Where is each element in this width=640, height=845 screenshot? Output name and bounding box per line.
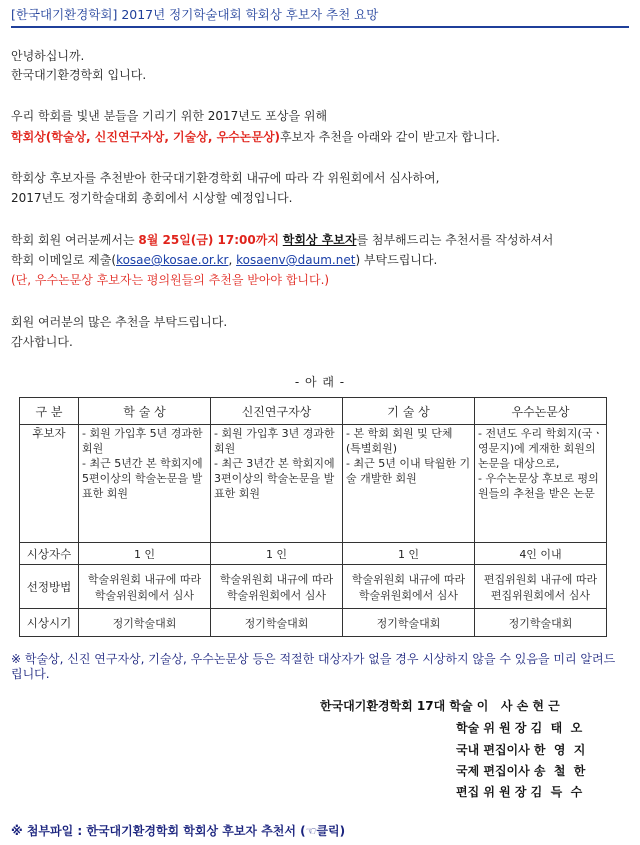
header-technology-award: 기 술 상 [343, 398, 475, 425]
table-row-timing [20, 609, 607, 637]
candidate-best-paper-item-1: - 전년도 우리 학회지(국ㆍ영문지)에 게재한 회원의 논문을 대상으로, [478, 427, 604, 470]
timing-technology: 정기학술대회 [343, 609, 475, 637]
title-divider [11, 26, 629, 28]
candidate-best-paper-item-2: - 우수논문상 후보로 평의원들의 추천을 받은 논문 [478, 472, 599, 500]
candidate-technology [343, 425, 475, 543]
selection-academic: 학술위원회 내규에 따라 학술위원회에서 심사 [79, 565, 211, 609]
row-label-selection: 선정방법 [20, 565, 79, 609]
recipients-young: 1 인 [211, 543, 343, 565]
candidate-academic-item-2: - 최근 5년간 본 학회지에 5편이상의 학술논문을 발표한 회원 [82, 457, 203, 500]
table-header-row [20, 398, 607, 425]
award-list-highlight: 학회상(학술상, 신진연구자상, 기술상, 우수논문상) [11, 130, 281, 144]
header-young-researcher-award: 신진연구자상 [211, 398, 343, 425]
recipients-best-paper: 4인 이내 [475, 543, 607, 565]
row-label-timing: 시상시기 [20, 609, 79, 637]
section-heading-arae: - 아 래 - [294, 375, 346, 389]
intro-line-2 [11, 128, 500, 145]
request-line2-post: ) 부탁드립니다. [355, 253, 438, 267]
form-name-text: 학회상 후보자 [282, 233, 357, 247]
table-row-candidate [20, 425, 607, 543]
candidate-technology-item-2: (특별회원) [346, 442, 398, 455]
request-line-1 [11, 231, 553, 248]
greeting-line-1: 안녕하십니까. [11, 49, 85, 63]
selection-technology: 학술위원회 내규에 따라 학술위원회에서 심사 [343, 565, 475, 609]
closing-line-2: 감사합니다. [11, 335, 73, 349]
email-separator: , [228, 253, 237, 267]
candidate-young-item-2: - 최근 3년간 본 학회지에 3편이상의 학술논문을 발표한 회원 [214, 457, 335, 500]
review-line-2: 2017년도 정기학술대회 총회에서 시상할 예정입니다. [11, 191, 293, 205]
candidate-young-item-1: - 회원 가입후 3년 경과한 회원 [214, 427, 335, 455]
award-table [19, 397, 607, 637]
selection-young: 학술위원회 내규에 따라 학술위원회에서 심사 [211, 565, 343, 609]
candidate-young [211, 425, 343, 543]
intro-line-2-rest: 후보자 추천을 아래와 같이 받고자 합니다. [280, 130, 500, 144]
table-row-recipients [20, 543, 607, 565]
greeting-line-2: 한국대기환경학회 입니다. [11, 68, 147, 82]
table-row-selection [20, 565, 607, 609]
row-label-candidate: 후보자 [20, 425, 79, 543]
recipients-academic: 1 인 [79, 543, 211, 565]
intro-line-1: 우리 학회를 빛낸 분들을 기리기 위한 2017년도 포상을 위해 [11, 109, 328, 123]
signature-line-5: 편집 위 원 장 김 득 수 [456, 785, 583, 799]
timing-young: 정기학술대회 [211, 609, 343, 637]
request-line2-pre: 학회 이메일로 제출( [11, 253, 117, 267]
candidate-technology-item-1: - 본 학회 회원 및 단체 [346, 427, 453, 440]
email-link-kosae[interactable]: kosae@kosae.or.kr [116, 253, 229, 267]
candidate-academic [79, 425, 211, 543]
header-academic-award: 학 술 상 [79, 398, 211, 425]
timing-best-paper: 정기학술대회 [475, 609, 607, 637]
selection-best-paper: 편집위원회 내규에 따라 편집위원회에서 심사 [475, 565, 607, 609]
request-line-2 [11, 251, 437, 268]
signature-line-2: 학술 위 원 장 김 태 오 [456, 721, 583, 735]
candidate-technology-item-3: - 최근 5년 이내 탁월한 기술 개발한 회원 [346, 457, 471, 485]
timing-academic: 정기학술대회 [79, 609, 211, 637]
request-note: (단, 우수논문상 후보자는 평의원들의 추천을 받아야 합니다.) [11, 273, 330, 287]
review-line-1: 학회상 후보자를 추천받아 한국대기환경학회 내규에 따라 각 위원회에서 심사하여, [11, 171, 440, 185]
attachment-link[interactable]: ※ 첨부파일 : 한국대기환경학회 학회상 후보자 추천서 (☜클릭) [11, 824, 346, 838]
deadline-text: 8월 25일(금) 17:00까지 [138, 233, 279, 247]
row-label-recipients: 시상자수 [20, 543, 79, 565]
header-best-paper-award: 우수논문상 [475, 398, 607, 425]
signature-line-3: 국내 편집이사 한 영 지 [456, 743, 586, 757]
signature-line-4: 국제 편집이사 송 철 한 [456, 764, 586, 778]
notice-text: ※ 학술상, 신진 연구자상, 기술상, 우수논문상 등은 적절한 대상자가 없을 경우 시상하지 않을 수 있음을 미리 알려드립니다. [11, 652, 616, 681]
header-category: 구 분 [20, 398, 79, 425]
signature-line-1: 한국대기환경학회 17대 학술 이 사 손 현 근 [320, 699, 560, 713]
request-pre: 학회 회원 여러분께서는 [11, 233, 139, 247]
closing-line-1: 회원 여러분의 많은 추천을 부탁드립니다. [11, 315, 228, 329]
candidate-academic-item-1: - 회원 가입후 5년 경과한 회원 [82, 427, 203, 455]
email-link-daum[interactable]: kosaenv@daum.net [236, 253, 356, 267]
request-post: 를 첨부해드리는 추천서를 작성하셔서 [356, 233, 554, 247]
recipients-technology: 1 인 [343, 543, 475, 565]
candidate-best-paper [475, 425, 607, 543]
page-title: [한국대기환경학회] 2017년 정기학술대회 학회상 후보자 추천 요망 [11, 7, 379, 22]
